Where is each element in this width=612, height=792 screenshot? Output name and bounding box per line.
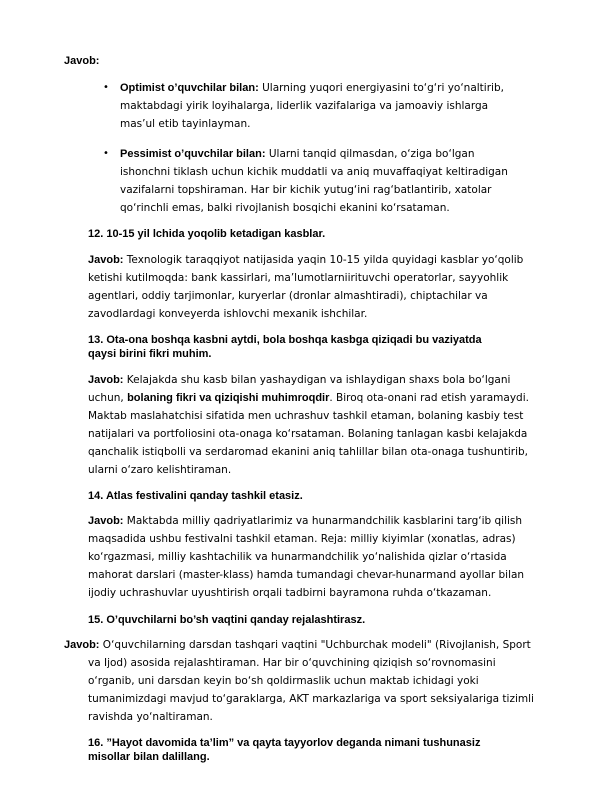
answer-text: ravishda yo‘naltiraman.	[88, 711, 213, 723]
bullet-dot: •	[103, 82, 109, 93]
question-heading: qaysi birini fikri muhim.	[88, 348, 212, 360]
question-heading: 13. Ota-ona boshqa kasbni aytdi, bola boshqa kasbga qiziqadi bu vaziyatda	[88, 334, 482, 346]
answer-text: o‘rganib, uni darsdan keyin bo‘sh qoldirmaslik uchun maktab ichidagi yoki	[88, 675, 479, 687]
answer-line	[88, 389, 529, 407]
question-heading: misollar bilan dalillang.	[88, 751, 210, 763]
answer-text: mahorat darslari (master-klass) hamda tumandagi chevar-hunarmand ayollar bilan	[88, 569, 525, 581]
answer-text: Texnologik taraqqiyot natijasida yaqin 10-15 yilda quyidagi kasblar yo‘qolib	[123, 254, 524, 266]
answer-line	[88, 251, 523, 269]
answer-label: Javob:	[88, 515, 124, 527]
bullet-text: qo‘rinchli emas, balki rivojlanish bosqichi ekanini ko‘rsataman.	[120, 202, 450, 214]
answer-text: Maktab maslahatchisi sifatida men uchrashuv tashkil etaman, bolaning kasbiy test	[88, 410, 524, 422]
answer-text: ularni o‘zaro kelishtiraman.	[88, 464, 232, 476]
answer-label: Javob:	[64, 639, 100, 651]
bullet-title: Optimist o’quvchilar bilan:	[120, 82, 259, 94]
answer-text: maqsadida ushbu festivalni tashkil etaman. Reja: milliy kiyimlar (xonatlas, adras)	[88, 533, 516, 545]
answer-text: ijodiy uchrashuvlar uyushtirish orqali tadbirni bayramona ruhda o‘tkazaman.	[88, 587, 492, 599]
answer-text: va Ijod) asosida rejalashtiraman. Har bir o‘quvchining qiziqish so‘rovnomasini	[88, 657, 496, 669]
bullet-text: vazifalarni topshiraman. Har bir kichik yutug‘ini rag‘batlantirib, xatolar	[120, 184, 492, 196]
answer-text: ketishi kutilmoqda: bank kassirlari, ma’lumotlarniirituvchi operatorlar, sayyohlik	[88, 272, 509, 284]
answer-text: tumanimizdagi mavjud to‘garaklarga, AKT markazlariga va sport seksiyalariga tizimli	[88, 693, 534, 705]
answer-text: qanchalik istiqbolli va serdaromad ekanini aniq tahlillar bilan ota-onaga tushuntirib,	[88, 446, 529, 458]
answer-text: O‘quvchilarning darsdan tashqari vaqtini "Uchburchak modeli" (Rivojlanish, Sport	[99, 639, 531, 651]
question-heading: 16. ”Hayot davomida ta’lim” va qayta tayyorlov deganda nimani tushunasiz	[88, 737, 481, 749]
bullet-text: maktabdagi yirik loyihalarga, liderlik vazifalariga va jamoaviy ishlarga	[120, 100, 489, 112]
answer-label: Javob:	[88, 254, 124, 266]
bullet-dot: •	[103, 148, 109, 159]
answer-text: natijalari va portfoliosini ota-onaga ko‘rsataman. Bolaning tanlagan kasbi kelajakda	[88, 428, 528, 440]
answer-text: Kelajakda shu kasb bilan yashaydigan va ishlaydigan shaxs bola bo‘lgani	[123, 374, 511, 386]
answer-text: agentlari, oddiy tarjimonlar, kuryerlar (dronlar almashtiradi), chiptachilar va	[88, 290, 488, 302]
bullet-title: Pessimist o’quvchilar bilan:	[120, 148, 266, 160]
answer-label: Javob:	[88, 374, 124, 386]
answer-text: uchun,	[88, 392, 128, 404]
bullet-text: ishonchni tiklash uchun kichik muddatli va aniq muvaffaqiyat keltiradigan	[120, 166, 508, 178]
answer-line	[88, 371, 510, 389]
answer-text: . Biroq ota-onani rad etish yaramaydi.	[329, 392, 529, 404]
bullet-pessimist	[120, 145, 475, 163]
bullet-text: Ularning yuqori energiyasini to‘g‘ri yo‘naltirib,	[258, 82, 504, 94]
emphasis-text: bolaning fikri va qiziqishi muhimroqdir	[127, 392, 330, 404]
answer-text: Maktabda milliy qadriyatlarimiz va hunarmandchilik kasblarini targ‘ib qilish	[123, 515, 523, 527]
answer-text: ko‘rgazmasi, milliy kashtachilik va hunarmandchilik yo‘nalishida qizlar o‘rtasida	[88, 551, 507, 563]
question-heading: 14. Atlas festivalini qanday tashkil etasiz.	[88, 490, 303, 502]
question-heading: 12. 10-15 yil lchida yoqolib ketadigan kasblar.	[88, 228, 326, 240]
answer-line	[88, 512, 522, 530]
bullet-optimist	[120, 79, 504, 97]
answer-label: Javob:	[64, 55, 100, 67]
answer-line	[64, 636, 531, 654]
question-heading: 15. O’quvchilarni bo’sh vaqtini qanday rejalashtirasz.	[88, 614, 366, 626]
answer-text: zavodlardagi konveyerda ishlovchi mexanik ishchilar.	[88, 308, 368, 320]
bullet-text: Ularni tanqid qilmasdan, o‘ziga bo‘lgan	[265, 148, 475, 160]
bullet-text: mas’ul etib tayinlayman.	[120, 118, 251, 130]
